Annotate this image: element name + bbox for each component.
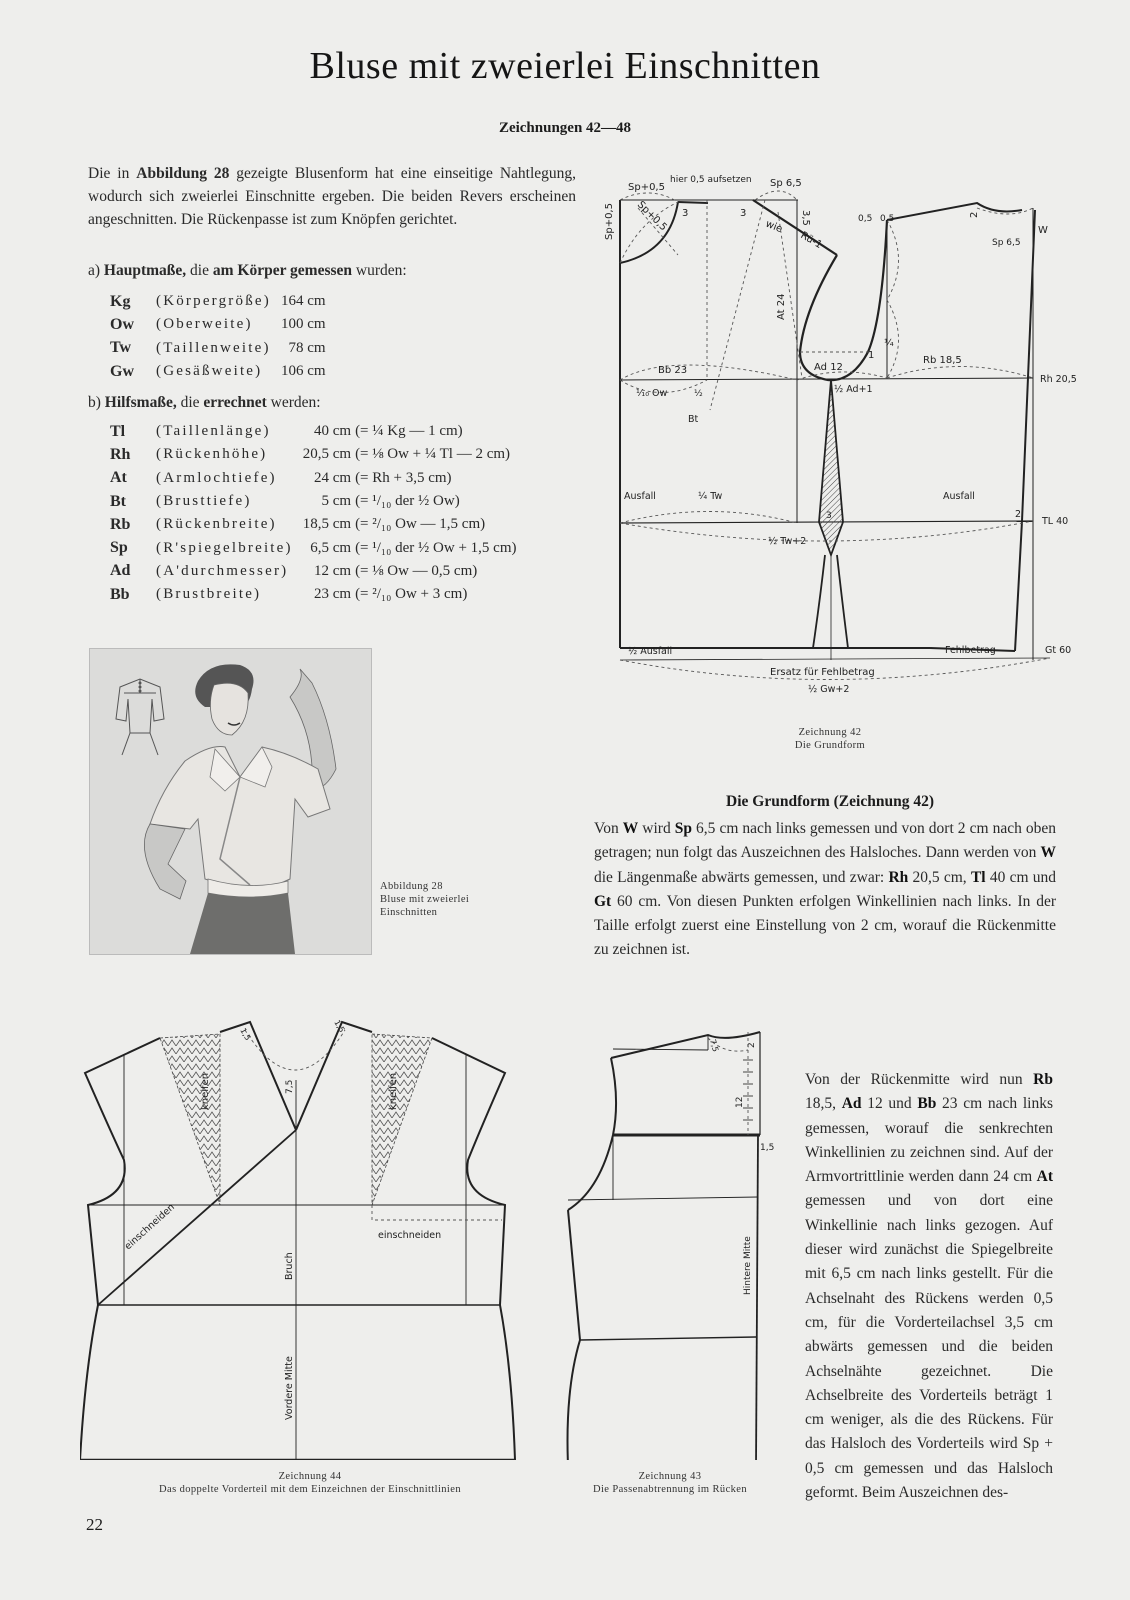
label-bb23: Bb 23 (658, 365, 688, 376)
bold-term: W (622, 820, 639, 837)
heading-bold: am Körper gemessen (212, 262, 353, 279)
measure-name: (Oberweite) (156, 316, 253, 333)
heading-text: die (186, 262, 213, 279)
text-run: 20,5 cm, (908, 868, 971, 886)
measure-key: Tl (110, 422, 126, 440)
label-kneifen-left: kneifen (200, 1072, 211, 1110)
text-run: 23 cm nach links gemessen, worauf die senkrechten Winkellinien zu zeichnen sind. Auf der Armvortrittlinie werden dann 24 cm (805, 1095, 1054, 1186)
label-bruch: Bruch (284, 1252, 295, 1280)
measure-row (110, 360, 326, 383)
measure-row (110, 536, 517, 559)
text-run: Von (594, 820, 623, 837)
heading-prefix: b) (88, 394, 105, 411)
measure-value: 18,5 cm (302, 516, 352, 533)
label-quarter-tw: ¼ Tw (698, 491, 723, 502)
caption-line: Zeichnung 43 (638, 1471, 702, 1482)
bold-term: Gt (594, 892, 612, 910)
label-tenth-ow: ¹⁄₁₀ Ow (636, 388, 668, 399)
text-run: wird (638, 820, 675, 837)
label-sp65-right: Sp 6,5 (992, 238, 1021, 248)
label-wie: wie (763, 218, 784, 236)
measure-key: Rh (110, 445, 131, 463)
label-ru1: Rü-1 (798, 230, 824, 252)
measure-key: Kg (110, 292, 131, 310)
page-title: Bluse mit zweierlei Einschnitten (309, 45, 821, 87)
dart-left (160, 1034, 220, 1205)
caption-line: Bluse mit zweierlei (380, 894, 470, 905)
measure-name: (Taillenlänge) (156, 423, 271, 440)
measure-key: Bt (110, 492, 126, 510)
bold-term: At (1036, 1168, 1053, 1186)
grundform-paragraph (594, 817, 1056, 963)
label-half-tw2: ½ Tw+2 (768, 536, 807, 547)
label-75: 7,5 (285, 1079, 295, 1094)
text-run: 40 cm und (985, 868, 1057, 886)
heading-bold: errechnet (203, 394, 267, 411)
intro-paragraph (88, 162, 576, 231)
text-run: 60 cm. Von diesen Punkten erfolgen Winkellinien nach links. In der Taille erfolgt zuerst eine Einstellung von 2 cm, worauf die Rückenmitte zu zeichnen ist. (594, 892, 1056, 959)
measure-key: Gw (110, 362, 134, 380)
drawing-43-ruecken (560, 1010, 780, 1460)
label-2: 2 (747, 1042, 757, 1048)
measure-name: (Rückenbreite) (156, 516, 277, 533)
measure-key: Ow (110, 315, 134, 333)
label-15-left: 1,5 (238, 1026, 253, 1043)
dart-right (372, 1034, 432, 1205)
label-12: 12 (735, 1096, 745, 1108)
aux-measures-table (110, 420, 517, 606)
figure-28-illustration (89, 648, 372, 955)
label-fehlbetrag: Fehlbetrag (945, 645, 996, 656)
measure-key: Sp (110, 539, 128, 557)
measure-name: (Armlochtiefe) (156, 469, 277, 486)
bold-term: Rh (888, 868, 909, 886)
measure-name: (Taillenweite) (156, 339, 271, 356)
intro-figure-ref: Abbildung 28 (136, 165, 230, 182)
label-half-ausfall: ½ Ausfall (628, 646, 673, 657)
main-measures-heading (88, 262, 407, 280)
heading-bold: Hilfsmaße, (104, 394, 177, 411)
caption-line: Zeichnung 44 (278, 1471, 342, 1482)
measure-row (110, 420, 517, 443)
measure-value: 24 cm (313, 469, 352, 486)
label-sp05-side: Sp+0,5 (604, 203, 615, 240)
label-two-top: 2 (969, 211, 980, 218)
label-einschneiden-horizontal: einschneiden (378, 1230, 442, 1241)
measure-value: 40 cm (313, 423, 352, 440)
measure-row (110, 560, 517, 583)
text-run: die Längenmaße abwärts gemessen, und zwar: (594, 868, 889, 886)
label-tl40: TL 40 (1042, 516, 1069, 527)
measure-formula: (= ¹/₁₀ der ½ Ow + 1,5 cm) (355, 539, 517, 556)
measure-name: (Gesäßweite) (156, 363, 263, 380)
label-zero5b: 0,5 (880, 214, 895, 224)
bold-term: Ad (841, 1095, 862, 1113)
heading-text: die (176, 394, 204, 411)
text-run: 6,5 cm nach links gemessen und von dort 2 cm nach oben getragen; nun folgt das Auszeichnen des Halsloches. Dann werden von (594, 820, 1056, 862)
label-three-dart: 3 (826, 511, 832, 521)
measure-value: 106 cm (280, 363, 326, 380)
measure-formula: (= ⅛ Ow + ¼ Tl — 2 cm) (355, 446, 511, 463)
label-half-gw2: ½ Gw+2 (808, 684, 850, 695)
blouse-fashion-illustration (90, 649, 371, 954)
intro-text: Die in (88, 165, 137, 182)
figure-28-caption (380, 880, 500, 919)
measure-row (110, 583, 517, 606)
label-ausfall-right: Ausfall (943, 491, 975, 502)
label-75: 7,5 (708, 1038, 721, 1053)
measure-name: (Brustbreite) (156, 586, 262, 603)
grundform-heading: Die Grundform (Zeichnung 42) (726, 793, 934, 810)
label-sp05-diag: Sp+0,5 (634, 199, 669, 234)
measure-name: (R'spiegelbreite) (156, 539, 293, 556)
label-three-b: 3 (740, 208, 747, 219)
measure-key: At (110, 469, 127, 487)
label-sp05-top: Sp+0,5 (628, 182, 665, 193)
heading-prefix: a) (88, 262, 104, 279)
label-sp65-top: Sp 6,5 (770, 178, 802, 189)
bold-term: Bb (917, 1095, 937, 1113)
measure-row (110, 313, 326, 336)
label-ausfall-left: Ausfall (624, 491, 656, 502)
caption-line: Die Passenabtrennung im Rücken (592, 1484, 747, 1495)
bold-term: W (1040, 844, 1056, 862)
measure-name: (A'durchmesser) (156, 562, 289, 579)
measure-key: Bb (110, 585, 130, 603)
label-hier-aufsetzen: hier 0,5 aufsetzen (670, 175, 752, 185)
text-run: Von der Rückenmitte wird nun (805, 1071, 1034, 1088)
label-hintere-mitte: Hintere Mitte (743, 1236, 753, 1295)
drawing-42-caption (740, 726, 920, 752)
measure-value: 6,5 cm (310, 539, 352, 556)
text-run: 18,5, (805, 1095, 842, 1113)
label-at24: At 24 (776, 293, 787, 320)
label-ersatz: Ersatz für Fehlbetrag (770, 667, 875, 678)
drawing-44-vorderteil (80, 990, 540, 1460)
caption-line: Die Grundform (794, 740, 866, 751)
measure-key: Ad (110, 562, 131, 580)
label-one: 1 (868, 350, 875, 361)
label-einschneiden-diagonal: einschneiden (122, 1201, 177, 1253)
heading-bold: Hauptmaße, (103, 262, 187, 279)
page-subtitle: Zeichnungen 42—48 (498, 120, 632, 136)
label-w: W (1038, 225, 1048, 236)
measure-name: (Brusttiefe) (156, 493, 252, 510)
measure-value: 20,5 cm (302, 446, 352, 463)
right-column-paragraph (805, 1068, 1053, 1505)
measure-value: 164 cm (280, 293, 326, 310)
label-half: ½ (694, 389, 703, 399)
measure-row (110, 513, 517, 536)
label-rh205: Rh 20,5 (1040, 374, 1077, 385)
measure-row (110, 290, 326, 313)
label-half-ad1: ½ Ad+1 (834, 384, 873, 395)
measure-row (110, 490, 517, 513)
measure-value: 23 cm (313, 586, 352, 603)
bold-term: Rb (1033, 1071, 1053, 1088)
bold-term: Sp (674, 820, 692, 837)
label-vordere-mitte: Vordere Mitte (284, 1356, 295, 1420)
heading-text: wurden: (352, 262, 407, 279)
measure-formula: (= ¹/₁₀ der ½ Ow) (355, 493, 460, 510)
label-three-five: 3,5 (800, 210, 811, 226)
drawing-44-caption (80, 1470, 540, 1496)
aux-measures-heading (88, 394, 321, 412)
label-ad12: Ad 12 (814, 362, 843, 373)
main-measures-table (110, 290, 326, 383)
measure-formula: (= ²/₁₀ Ow — 1,5 cm) (355, 516, 486, 533)
label-15-right: 1,5 (332, 1018, 347, 1035)
caption-line: Abbildung 28 (380, 881, 443, 892)
label-15: 1,5 (760, 1143, 775, 1153)
label-two-waist: 2 (1015, 509, 1022, 520)
page-number: 22 (86, 1515, 103, 1534)
caption-line: Einschnitten (380, 907, 438, 918)
measure-value: 100 cm (280, 316, 326, 333)
bold-term: Tl (970, 868, 986, 886)
label-bt: Bt (688, 414, 699, 425)
caption-line: Zeichnung 42 (798, 727, 862, 738)
label-three-a: 3 (682, 208, 689, 219)
label-rb185: Rb 18,5 (923, 355, 962, 366)
measure-formula: (= ⅛ Ow — 0,5 cm) (355, 562, 478, 579)
label-gt60: Gt 60 (1045, 645, 1072, 656)
measure-row (110, 467, 517, 490)
measure-row (110, 337, 326, 360)
measure-key: Tw (110, 339, 132, 357)
text-run: 12 und (861, 1095, 918, 1113)
label-kneifen-right: kneifen (388, 1072, 399, 1110)
drawing-42-grundform (590, 160, 1080, 700)
measure-value: 78 cm (288, 339, 326, 356)
label-quarter: ¼ (884, 338, 894, 349)
measure-formula: (= ¼ Kg — 1 cm) (355, 423, 463, 440)
measure-value: 12 cm (313, 562, 352, 579)
drawing-43-caption (550, 1470, 790, 1496)
measure-key: Rb (110, 515, 131, 533)
intro-text: gezeigte Blusenform hat eine einseitige Nahtlegung, wodurch sich zweierlei Einschnitte ergeben. Die beiden Revers erscheinen angeschnitten. Die Rückenpasse ist zum Knöpfen gerichtet. (88, 165, 577, 228)
label-zero5a: 0,5 (858, 214, 873, 224)
measure-formula: (= ²/₁₀ Ow + 3 cm) (355, 586, 468, 603)
measure-formula: (= Rh + 3,5 cm) (355, 469, 452, 486)
measure-name: (Rückenhöhe) (156, 446, 268, 463)
measure-name: (Körpergröße) (156, 293, 271, 310)
measure-value: 5 cm (321, 493, 352, 510)
text-run: gemessen und von dort eine Winkellinie nach links gezogen. Auf dieser wird zunächst die Spiegelbreite mit 6,5 cm nach links gestellt. Für die Achselnaht des Rückens werden 0,5 cm, für die Vorderteilachsel 3,5 cm abwärts gemessen und die beiden Achselnähte gezeichnet. Die Achselbreite des Vorderteils beträgt 1 cm weniger, als die des Rückens. Für das Halsloch des Vorderteils wird Sp + 0,5 cm gemessen und das Halsloch geformt. Beim Auszeichnen des- (805, 1192, 1053, 1502)
caption-line: Das doppelte Vorderteil mit dem Einzeichnen der Einschnittlinien (159, 1484, 461, 1495)
measure-row (110, 443, 517, 466)
heading-text: werden: (266, 394, 321, 411)
